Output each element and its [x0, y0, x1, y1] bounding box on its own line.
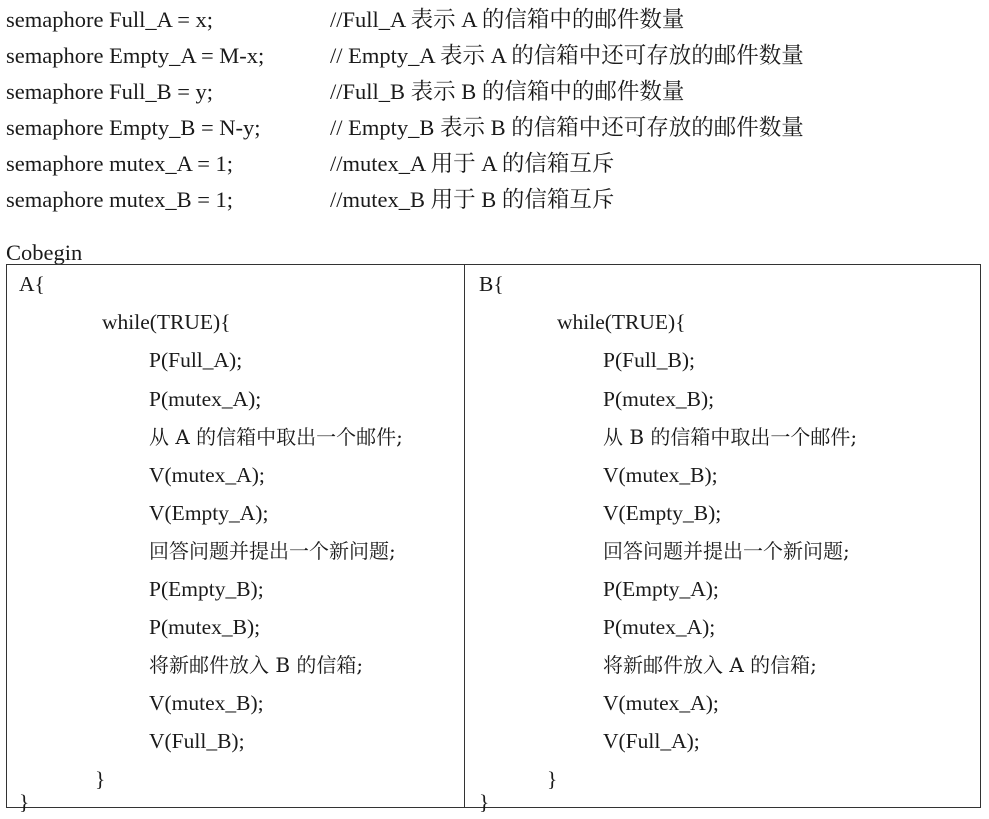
cobegin-label: Cobegin — [6, 240, 83, 265]
process-a-statement: 从 A 的信箱中取出一个邮件; — [149, 425, 403, 449]
process-a-close: } — [19, 790, 30, 814]
process-a-statement: P(mutex_B); — [149, 615, 261, 639]
process-b-statement: V(mutex_A); — [603, 691, 719, 715]
process-b-close: } — [479, 790, 490, 814]
process-b-column — [465, 265, 982, 814]
declaration-code: semaphore mutex_A = 1; — [6, 151, 234, 176]
process-b-statement: V(Empty_B); — [603, 501, 722, 525]
process-b-statement: 回答问题并提出一个新问题; — [603, 539, 850, 563]
process-b-statement: 将新邮件放入 A 的信箱; — [603, 653, 817, 677]
process-a-statement: 回答问题并提出一个新问题; — [149, 539, 396, 563]
declaration-comment: //Full_A 表示 A 的信箱中的邮件数量 — [330, 7, 685, 32]
process-a-statement: 将新邮件放入 B 的信箱; — [149, 653, 364, 677]
process-a-statement: V(mutex_B); — [149, 691, 264, 715]
process-b-statement: P(Full_B); — [603, 348, 695, 372]
process-b-loop-header: while(TRUE){ — [557, 310, 686, 334]
declaration-comment: //mutex_A 用于 A 的信箱互斥 — [330, 151, 615, 176]
process-b-statement: V(Full_A); — [603, 729, 700, 753]
process-a-statement: P(Full_A); — [149, 348, 243, 372]
process-b-statement: P(mutex_A); — [603, 615, 716, 639]
declaration-code: semaphore mutex_B = 1; — [6, 187, 234, 212]
process-a-header: A{ — [19, 272, 45, 296]
process-a-column — [7, 265, 464, 814]
process-a-statement: P(Empty_B); — [149, 577, 264, 601]
process-b-loop-close: } — [547, 767, 558, 791]
process-b-statement: V(mutex_B); — [603, 463, 718, 487]
declaration-comment: //Full_B 表示 B 的信箱中的邮件数量 — [330, 79, 685, 104]
process-table — [6, 264, 981, 814]
declaration-code: semaphore Empty_A = M-x; — [6, 43, 265, 68]
process-b-header: B{ — [479, 272, 504, 296]
process-a-statement: V(mutex_A); — [149, 463, 265, 487]
declaration-code: semaphore Full_B = y; — [6, 79, 214, 104]
declaration-comment: // Empty_B 表示 B 的信箱中还可存放的邮件数量 — [330, 115, 804, 140]
declaration-comment: // Empty_A 表示 A 的信箱中还可存放的邮件数量 — [330, 43, 804, 68]
process-a-statement: V(Full_B); — [149, 729, 245, 753]
declaration-code: semaphore Empty_B = N-y; — [6, 115, 261, 140]
declaration-comment: //mutex_B 用于 B 的信箱互斥 — [330, 187, 615, 212]
process-a-loop-header: while(TRUE){ — [102, 310, 231, 334]
process-b-statement: P(mutex_B); — [603, 387, 715, 411]
declaration-code: semaphore Full_A = x; — [6, 7, 214, 32]
process-a-statement: V(Empty_A); — [149, 501, 269, 525]
process-a-statement: P(mutex_A); — [149, 387, 262, 411]
process-a-loop-close: } — [95, 767, 106, 791]
process-b-statement: 从 B 的信箱中取出一个邮件; — [603, 425, 858, 449]
process-b-statement: P(Empty_A); — [603, 577, 719, 601]
